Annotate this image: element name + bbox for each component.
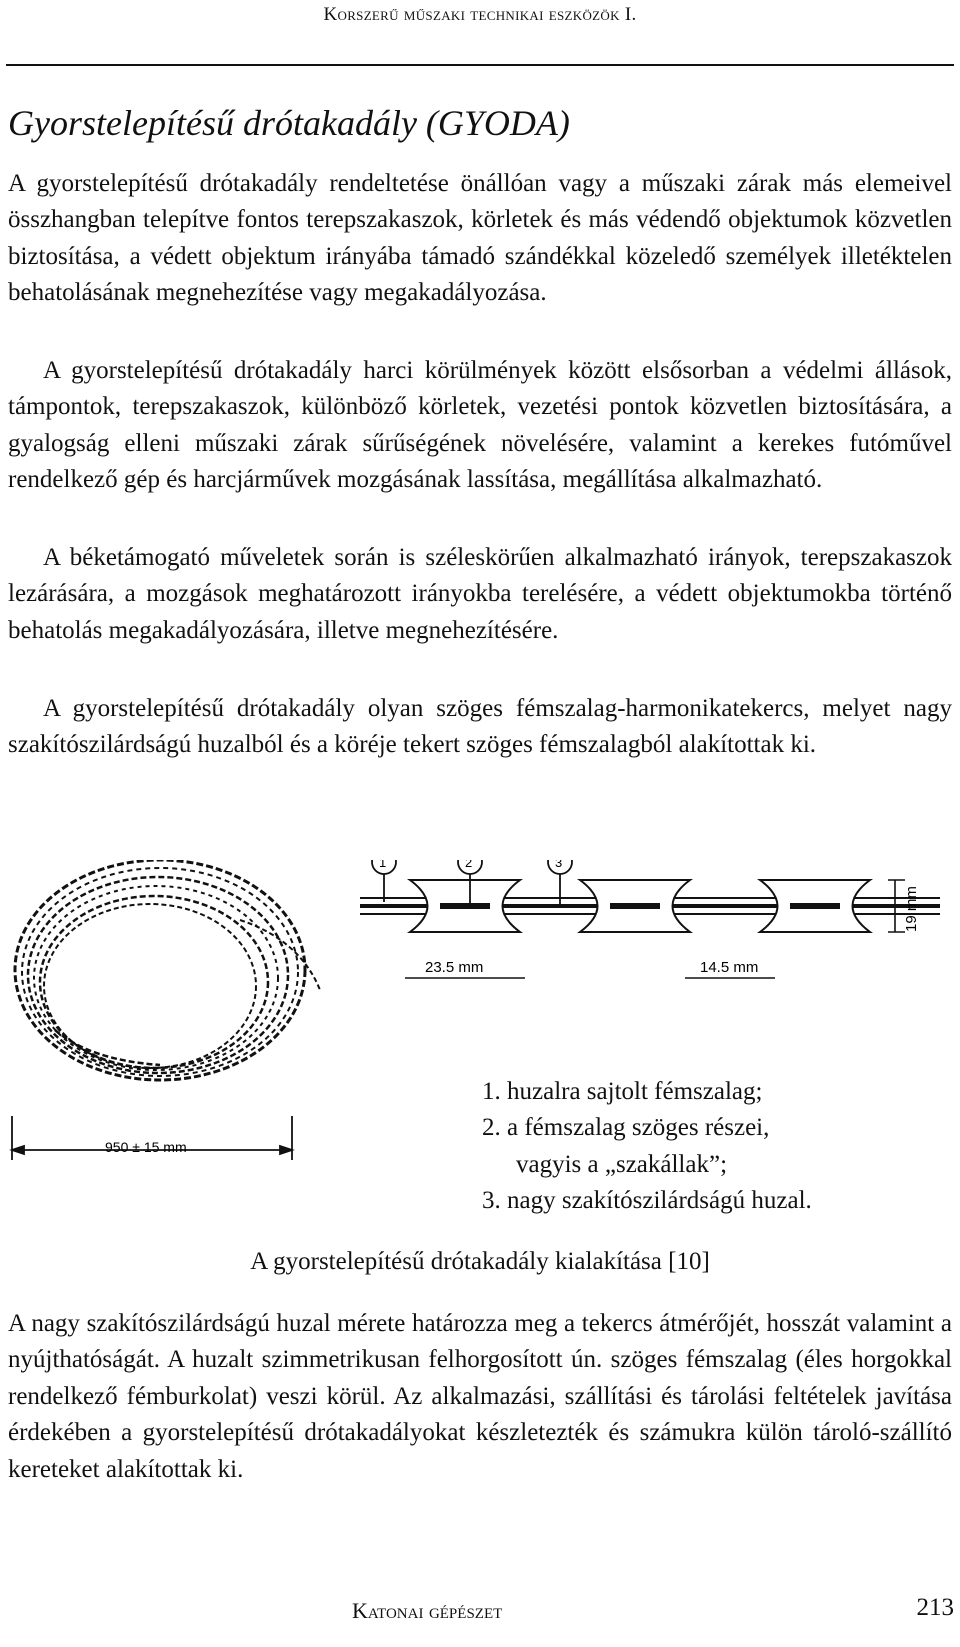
figure bbox=[0, 860, 960, 1230]
paragraph-3: A béketámogató műveletek során is széleskörűen alkalmazható irányok, terepszakaszok lezárására, a mozgások meghatározott irányokba terelésére, a védett objektumokba történő behatolás megakadályozására, illetve megnehezítésére. bbox=[8, 544, 952, 644]
callout-2: 2 bbox=[465, 860, 473, 870]
legend-item-1: 1. huzalra sajtolt fémszalag; bbox=[482, 1078, 763, 1105]
paragraph-5: A nagy szakítószilárdságú huzal mérete határozza meg a tekercs átmérőjét, hosszát valamint a nyújthatóságát. A huzalt szimmetrikusan felhorgosított ún. szöges fémszalag (éles horgokkal rendelkező fémburkolat) veszi körül. Az alkalmazási, szállítási és tárolási feltételek javítása érdekében a gyorstelepítésű drótakadályokat készletezték és számukra külön tároló-szállító kereteket alakítottak ki. bbox=[8, 1310, 952, 1483]
paragraph-4: A gyorstelepítésű drótakadály olyan szöges fémszalag-harmonikatekercs, melyet nagy szakítószilárdságú huzalból és a köréje tekert szöges fémszalagból alakítottak ki. bbox=[8, 695, 952, 759]
tape-width-label: 23.5 mm bbox=[425, 959, 484, 976]
callout-3: 3 bbox=[555, 860, 563, 870]
callout-1: 1 bbox=[379, 860, 387, 870]
paragraph-2: A gyorstelepítésű drótakadály harci körülmények között elsősorban a védelmi állások, támpontok, terepszakaszok, különböző körletek, vezetési pontok közvetlen biztosítására, a gyalogság elleni műszaki zárak sűrűségének növelésére, valamint a kerekes futóművel rendelkező gép és harcjárművek mozgásának lassítása, megállítása alkalmazható. bbox=[8, 357, 952, 494]
legend-item-3: 3. nagy szakítószilárdságú huzal. bbox=[482, 1187, 812, 1215]
legend-item-2-continuation: vagyis a „szakállak”; bbox=[516, 1150, 728, 1178]
razor-tape-drawing bbox=[360, 880, 940, 932]
legend-item-2: 2. a fémszalag szöges részei, bbox=[482, 1114, 770, 1142]
figure-caption: A gyorstelepítésű drótakadály kialakítása [10] bbox=[250, 1248, 710, 1275]
figure-drawing bbox=[0, 860, 960, 1230]
footer-title: Katonai gépészet bbox=[352, 1598, 503, 1623]
header-rule bbox=[6, 64, 954, 66]
section-title: Gyorstelepítésű drótakadály (GYODA) bbox=[8, 103, 570, 143]
wire-coil-drawing bbox=[15, 860, 320, 1080]
page-number: 213 bbox=[916, 1594, 954, 1621]
running-header: Korszerű műszaki technikai eszközök I. bbox=[323, 4, 637, 25]
coil-dimension-label: 950 ± 15 mm bbox=[105, 1139, 187, 1155]
paragraph-1: A gyorstelepítésű drótakadály rendeltetése önállóan vagy a műszaki zárak más elemeivel összhangban telepítve fontos terepszakaszok, körletek és más védendő objektumok közvetlen biztosítása, a védett objektum irányába támadó szándékkal közeledő személyek illetéktelen behatolásának megnehezítése vagy megakadályozása. bbox=[8, 170, 952, 307]
tape-gap-label: 14.5 mm bbox=[700, 959, 759, 976]
tape-height-label: 19 mm bbox=[903, 886, 920, 932]
figure-legend bbox=[482, 1074, 812, 1220]
